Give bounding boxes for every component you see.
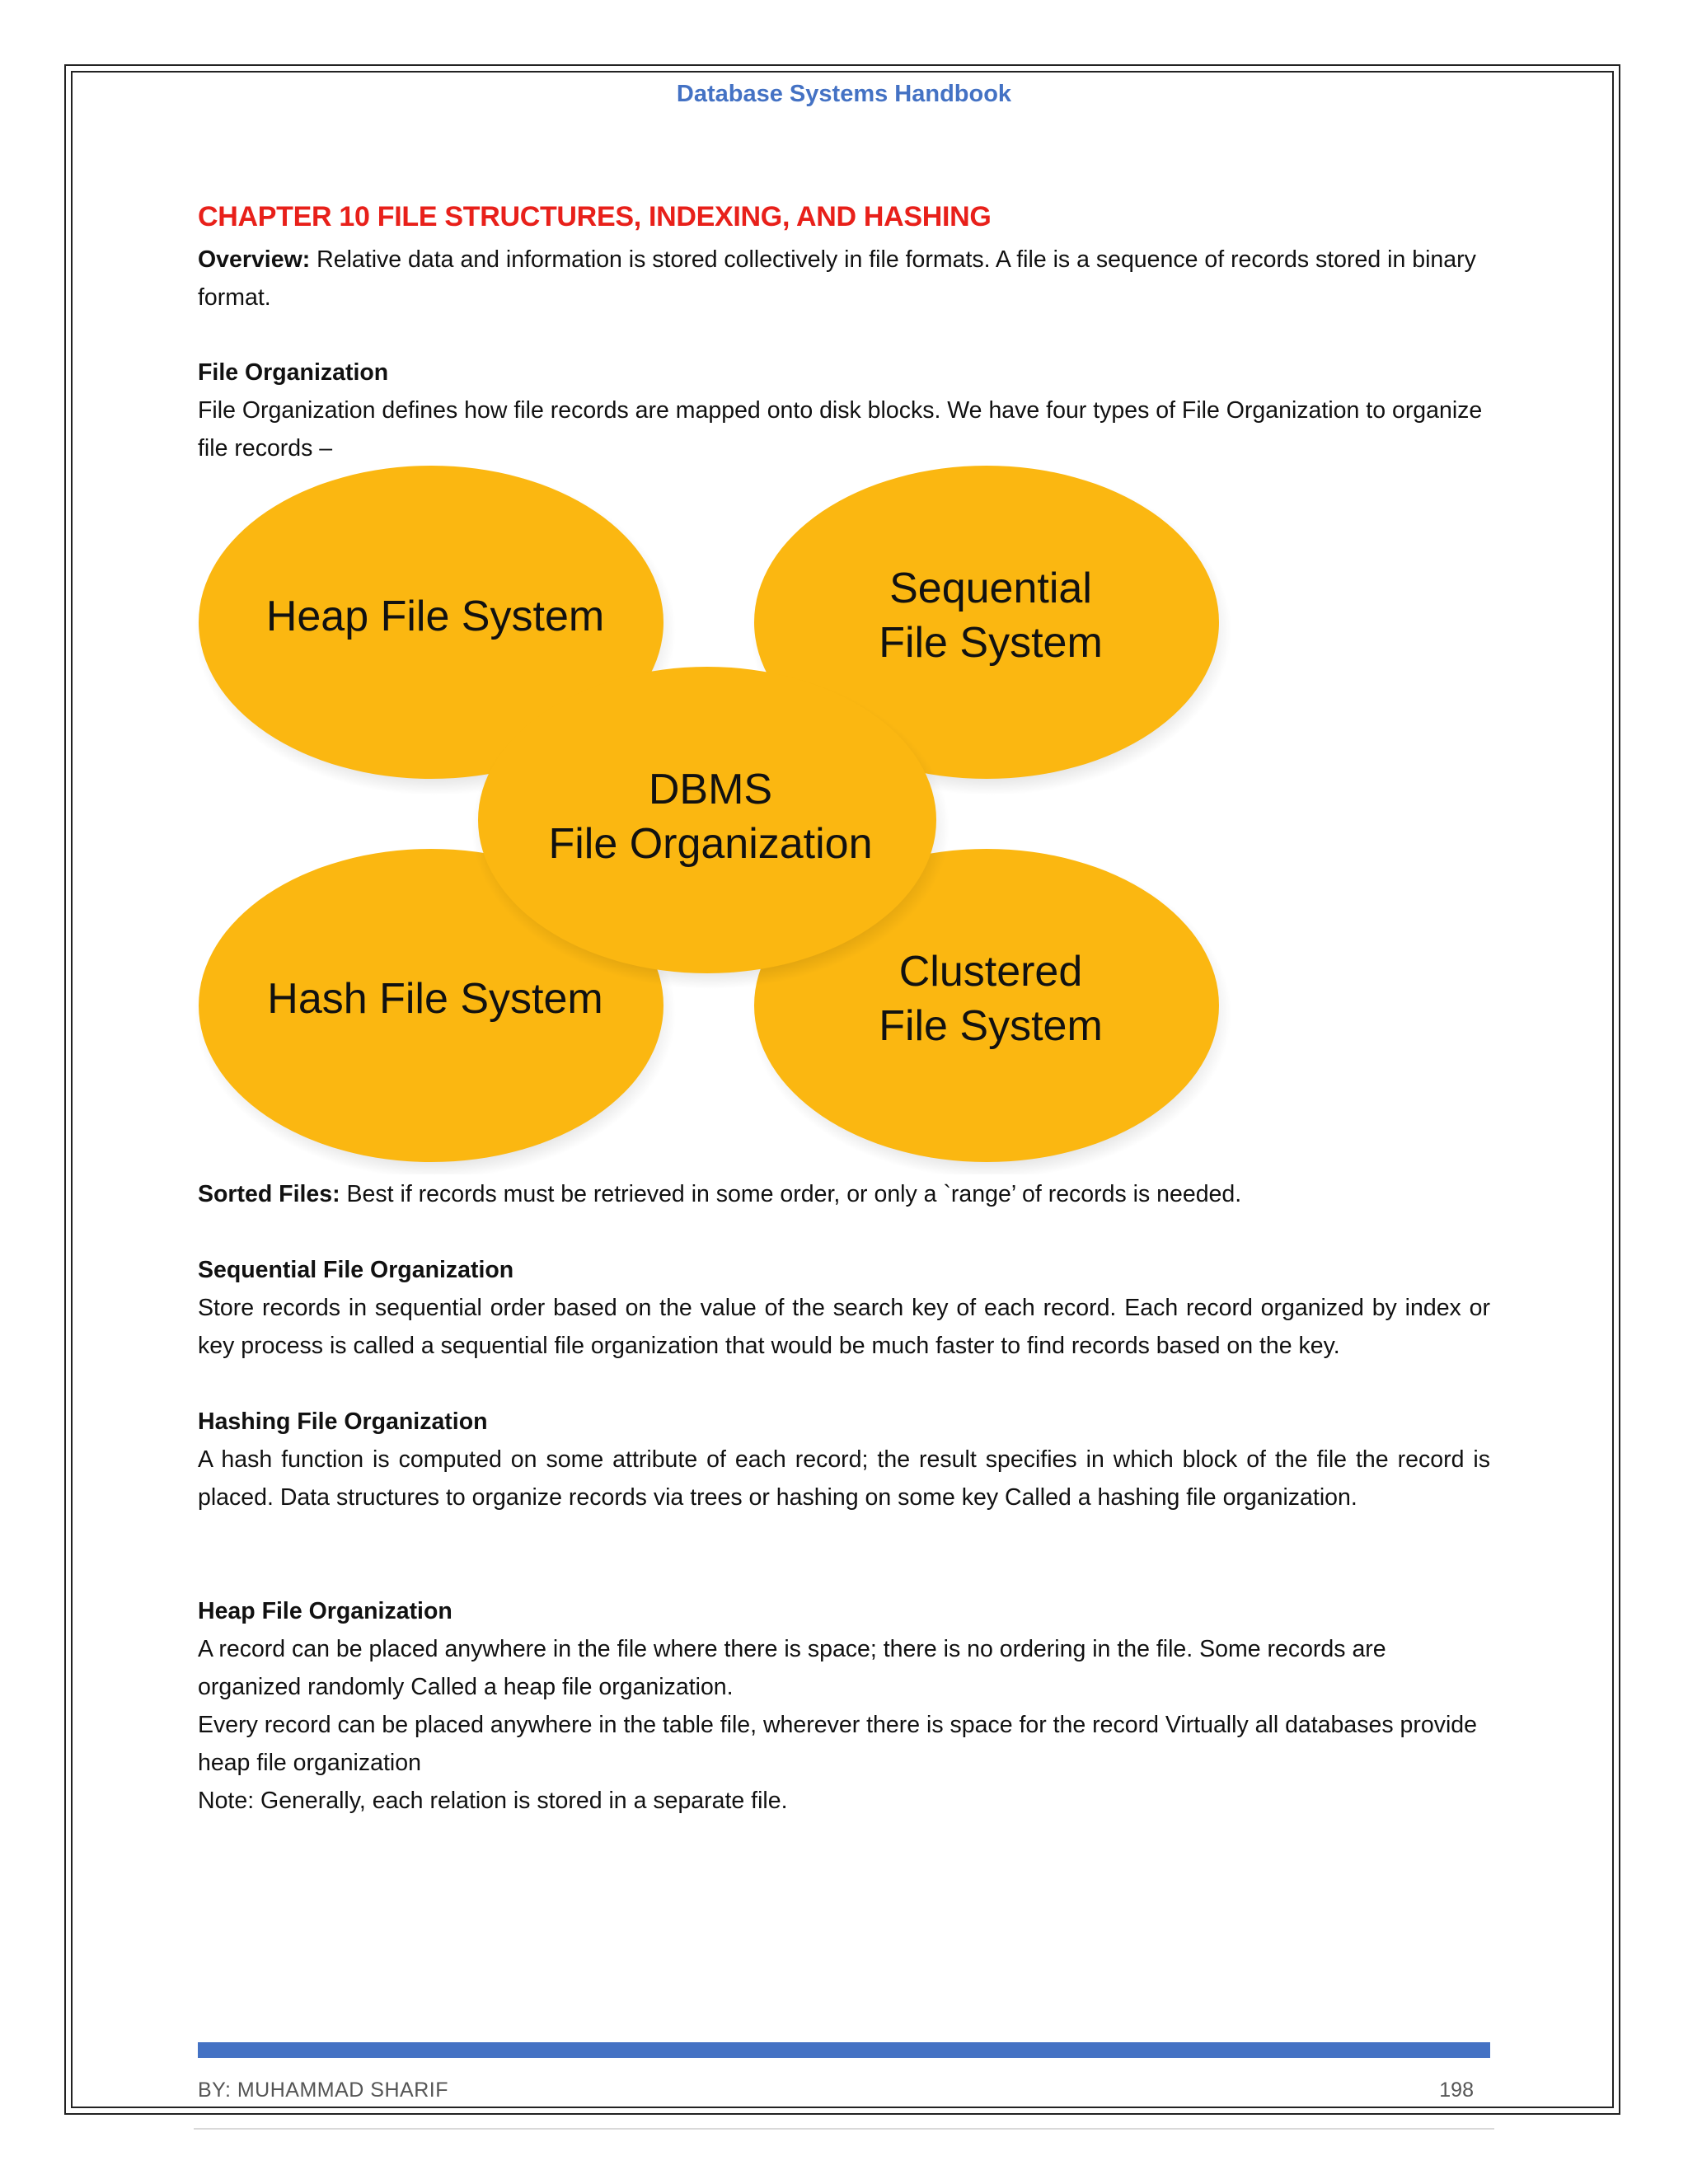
sequential-heading: Sequential File Organization <box>198 1257 514 1283</box>
heap-text-line3: Note: Generally, each relation is stored in a separate file. <box>198 1788 788 1814</box>
heap-text-line2: Every record can be placed anywhere in the table file, wherever there is space for the record Virtually all databases provide heap file organization <box>198 1712 1477 1776</box>
sorted-files-paragraph <box>198 1175 1490 1213</box>
heap-text-line1: A record can be placed anywhere in the file where there is space; there is no ordering in the file. Some records are organized randomly Called a heap file organization. <box>198 1636 1386 1700</box>
overview-label: Overview: <box>198 246 311 273</box>
file-organization-text: File Organization defines how file records are mapped onto disk blocks. We have four types of File Organization to organize file records – <box>198 397 1483 462</box>
hashing-heading: Hashing File Organization <box>198 1408 488 1435</box>
overview-paragraph <box>198 241 1490 316</box>
footer-divider <box>194 2128 1494 2130</box>
clustered-label-line2: File System <box>879 1002 1103 1050</box>
footer-bar <box>198 2042 1490 2058</box>
overview-text: Relative data and information is stored collectively in file formats. A file is a sequence of records stored in binary format. <box>198 246 1476 311</box>
heap-heading: Heap File Organization <box>198 1598 452 1624</box>
footer-author: BY: MUHAMMAD SHARIF <box>198 2079 448 2102</box>
center-label-line1: DBMS <box>648 766 773 813</box>
chapter-title: CHAPTER 10 FILE STRUCTURES, INDEXING, AND HASHING <box>198 201 992 232</box>
sequential-label-line1: Sequential <box>889 565 1092 612</box>
hashing-text: A hash function is computed on some attribute of each record; the result specifies in which block of the file the record is placed. Data structures to organize records via trees or hashing on some key Called a hashing file organization. <box>198 1446 1490 1511</box>
sorted-files-label: Sorted Files: <box>198 1181 340 1207</box>
file-organization-diagram <box>190 466 1261 1174</box>
heap-label: Heap File System <box>265 593 605 640</box>
diagram-svg <box>190 466 1261 1174</box>
footer-page-number: 198 <box>1439 2079 1474 2102</box>
file-organization-heading: File Organization <box>198 359 389 386</box>
heap-text-block <box>198 1630 1490 1820</box>
sorted-files-text: Best if records must be retrieved in some order, or only a `range’ of records is needed. <box>340 1181 1242 1207</box>
sequential-text: Store records in sequential order based on the value of the search key of each record. Each record organized by index or key process is called a sequential file organization that would be much faster to find records based on the key. <box>198 1295 1490 1359</box>
center-label-line2: File Organization <box>548 820 873 868</box>
clustered-label-line1: Clustered <box>898 948 1083 996</box>
hash-label: Hash File System <box>267 975 603 1023</box>
sequential-label-line2: File System <box>879 619 1103 667</box>
running-header: Database Systems Handbook <box>676 81 1012 107</box>
